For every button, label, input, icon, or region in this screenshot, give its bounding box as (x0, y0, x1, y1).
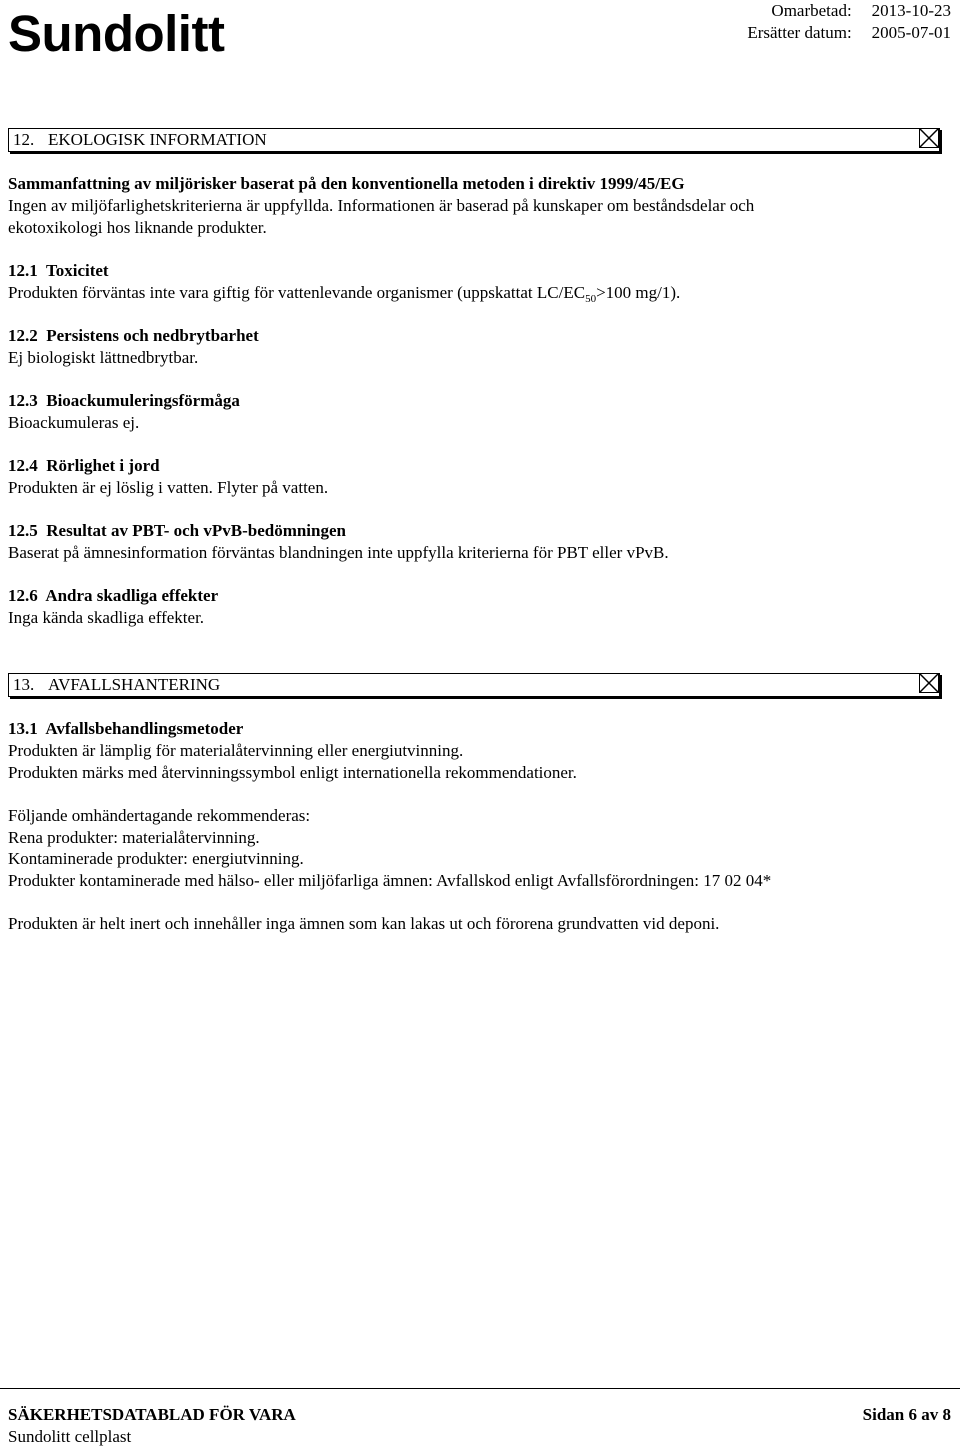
toxicity-text (8, 282, 680, 304)
summary-heading: Sammanfattning av miljörisker baserat på den konventionella metoden i direktiv 1999/45/EG (8, 174, 685, 193)
section-12-header (8, 128, 940, 152)
summary-text-line-1: Ingen av miljöfarlighetskriterierna är uppfyllda. Informationen är baserad på kunskaper om beståndsdelar och (8, 196, 755, 215)
checked-box-icon (919, 128, 939, 148)
replaces-label: Ersätter datum: (747, 23, 852, 42)
pbt-text: Baserat på ämnesinformation förväntas blandningen inte uppfylla kriterierna för PBT eller vPvB. (8, 543, 669, 562)
subsection-12-4-heading (8, 455, 160, 477)
subsection-12-5-heading (8, 520, 346, 542)
subsection-13-1-title: Avfallsbehandlingsmetoder (45, 719, 244, 738)
subsection-12-2-number: 12.2 (8, 326, 38, 345)
recommend-line-1: Rena produkter: materialåtervinning. (8, 828, 260, 847)
recommend-line-2: Kontaminerade produkter: energiutvinning. (8, 849, 304, 868)
subsection-12-6-heading (8, 585, 218, 607)
other-effects-text: Inga kända skadliga effekter. (8, 608, 205, 627)
revised-date: 2013-10-23 (871, 1, 951, 20)
subsection-12-6-number: 12.6 (8, 586, 38, 605)
replaces-date: 2005-07-01 (871, 23, 951, 42)
section-12-title: EKOLOGISK INFORMATION (48, 130, 267, 149)
footer-left (8, 1404, 296, 1447)
subsection-12-3-title: Bioackumuleringsförmåga (46, 391, 240, 410)
subsection-12-1-heading (8, 260, 109, 282)
section-13-title: AVFALLSHANTERING (48, 675, 221, 694)
section-12-number: 12. (13, 130, 35, 149)
footer-product-name: Sundolitt cellplast (8, 1426, 132, 1446)
section-13-number: 13. (13, 675, 35, 694)
summary-text-line-2: ekotoxikologi hos liknande produkter. (8, 218, 267, 237)
inert-note: Produkten är helt inert och innehåller inga ämnen som kan lakas ut och förorena grundvatten vid deponi. (8, 914, 720, 933)
subsection-12-1-title: Toxicitet (45, 261, 109, 280)
subsection-12-2-title: Persistens och nedbrytbarhet (46, 326, 259, 345)
subsection-13-1-number: 13.1 (8, 719, 38, 738)
waste-method-line-1: Produkten är lämplig för materialåtervinning eller energiutvinning. (8, 741, 464, 760)
subsection-12-5-number: 12.5 (8, 521, 38, 540)
footer-divider (0, 1388, 960, 1389)
subsection-12-5-title: Resultat av PBT- och vPvB-bedömningen (46, 521, 346, 540)
subsection-12-3-number: 12.3 (8, 391, 38, 410)
footer-page-number: Sidan 6 av 8 (862, 1405, 951, 1424)
subsection-12-4-title: Rörlighet i jord (46, 456, 160, 475)
persistence-text: Ej biologiskt lättnedbrytbar. (8, 348, 199, 367)
recommend-line-3: Produkter kontaminerade med hälso- eller miljöfarliga ämnen: Avfallskod enligt Avfallsförordningen: 17 02 04* (8, 871, 772, 890)
subsection-12-2-heading (8, 325, 259, 347)
section-13-header (8, 673, 940, 697)
revised-label: Omarbetad: (771, 1, 852, 20)
bioaccumulation-text: Bioackumuleras ej. (8, 413, 140, 432)
subsection-13-1-heading (8, 718, 243, 740)
footer-doc-title: SÄKERHETSDATABLAD FÖR VARA (8, 1405, 296, 1424)
waste-method-line-2: Produkten märks med återvinningssymbol enligt internationella rekommendationer. (8, 763, 577, 782)
subsection-12-6-title: Andra skadliga effekter (45, 586, 219, 605)
mobility-text: Produkten är ej löslig i vatten. Flyter på vatten. (8, 478, 329, 497)
toxicity-text-main: Produkten förväntas inte vara giftig för vattenlevande organismer (uppskattat LC/EC (8, 283, 586, 302)
revision-info (747, 0, 951, 44)
subsection-12-3-heading (8, 390, 240, 412)
subsection-12-1-number: 12.1 (8, 261, 38, 280)
recommend-intro: Följande omhändertagande rekommenderas: (8, 806, 311, 825)
company-logo: Sundolitt (8, 5, 225, 62)
checked-box-icon (919, 673, 939, 693)
toxicity-text-value: >100 mg/1). (596, 283, 681, 302)
toxicity-subscript: 50 (585, 293, 597, 305)
subsection-12-4-number: 12.4 (8, 456, 38, 475)
